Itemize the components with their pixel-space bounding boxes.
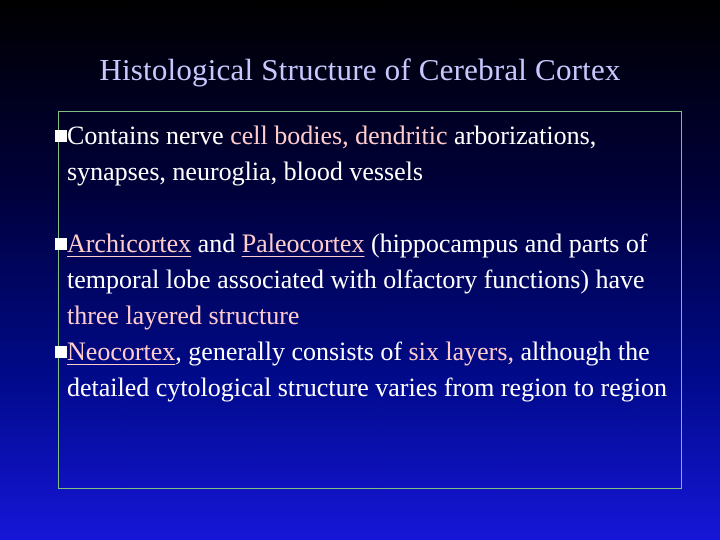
text-segment: , generally consists of (175, 337, 409, 366)
text-segment-underlined: Paleocortex (241, 229, 365, 258)
square-bullet-icon (55, 238, 67, 250)
square-bullet-icon (55, 346, 67, 358)
bullet-text (67, 334, 682, 406)
bullet-text (67, 118, 682, 190)
slide-title: Histological Structure of Cerebral Cortex (99, 52, 621, 87)
text-segment: arborizations, synapses, neuroglia, blood vessels (67, 121, 597, 186)
text-segment: Contains nerve (67, 121, 231, 150)
text-segment: although the detailed cytological structure varies from region to region (67, 337, 667, 402)
text-segment-underlined: Archicortex (67, 229, 192, 258)
bullet-text (67, 226, 682, 334)
text-segment-highlight: cell bodies, dendritic (230, 121, 448, 150)
text-segment-highlight: six layers, (408, 337, 514, 366)
square-bullet-icon (55, 130, 67, 142)
text-segment: and (191, 229, 242, 258)
text-segment-underlined: Neocortex (67, 337, 176, 366)
text-segment: (hippocampus and parts of temporal lobe associated with olfactory functions) have (67, 229, 648, 294)
text-segment-highlight: three layered structure (67, 301, 300, 330)
content-box (58, 111, 682, 489)
